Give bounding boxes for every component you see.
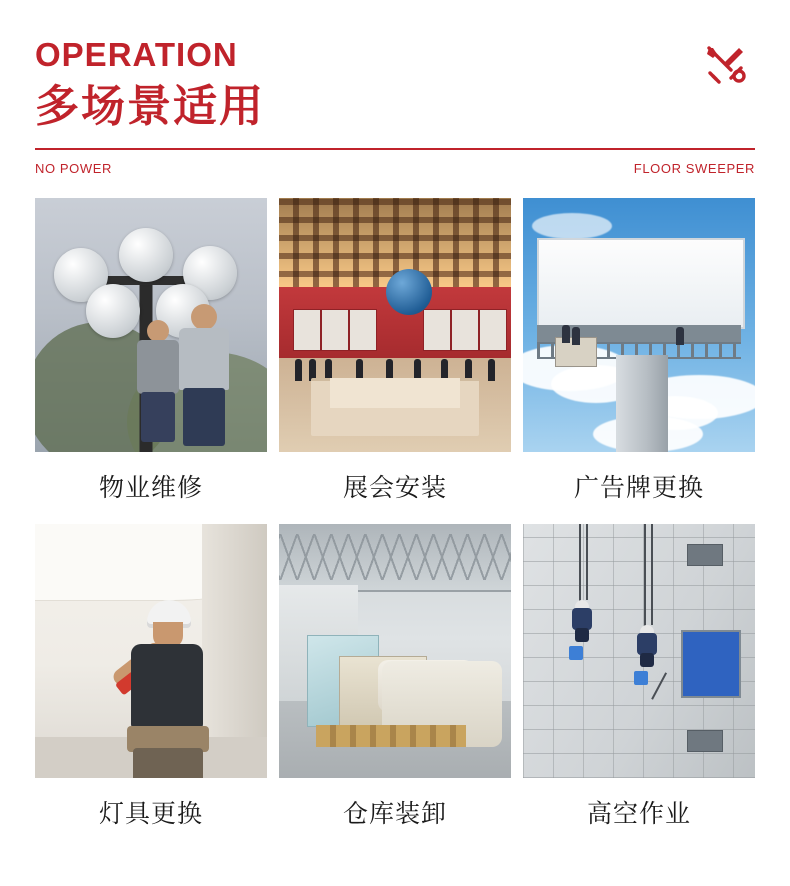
grid-item bbox=[279, 198, 511, 518]
grid-item-caption: 展会安装 bbox=[342, 473, 447, 502]
header-divider bbox=[35, 148, 755, 150]
grid-item bbox=[35, 524, 267, 844]
street-lamp-repair-photo bbox=[35, 198, 267, 452]
grid-item-caption: 仓库装卸 bbox=[342, 799, 447, 828]
page-header bbox=[35, 0, 755, 176]
grid-item bbox=[279, 524, 511, 844]
high-altitude-work-photo bbox=[523, 524, 755, 778]
tools-icon bbox=[701, 40, 749, 88]
grid-item bbox=[523, 524, 755, 844]
header-sublabels bbox=[35, 161, 755, 176]
grid-item-caption: 物业维修 bbox=[98, 473, 203, 502]
scene-grid bbox=[35, 198, 755, 844]
grid-item bbox=[35, 198, 267, 518]
grid-item-caption: 灯具更换 bbox=[98, 799, 203, 828]
page-title-cn: 多场景适用 bbox=[35, 81, 265, 131]
light-fixture-replacement-photo bbox=[35, 524, 267, 778]
grid-item bbox=[523, 198, 755, 518]
warehouse-loading-photo bbox=[279, 524, 511, 778]
grid-item-caption: 高空作业 bbox=[586, 799, 691, 828]
label-floor-sweeper: FLOOR SWEEPER bbox=[633, 160, 755, 176]
billboard-replacement-photo bbox=[523, 198, 755, 452]
exhibition-hall-photo bbox=[279, 198, 511, 452]
label-no-power: NO POWER bbox=[35, 160, 113, 176]
grid-item-caption: 广告牌更换 bbox=[573, 473, 704, 502]
page-title-en: OPERATION bbox=[35, 36, 238, 73]
